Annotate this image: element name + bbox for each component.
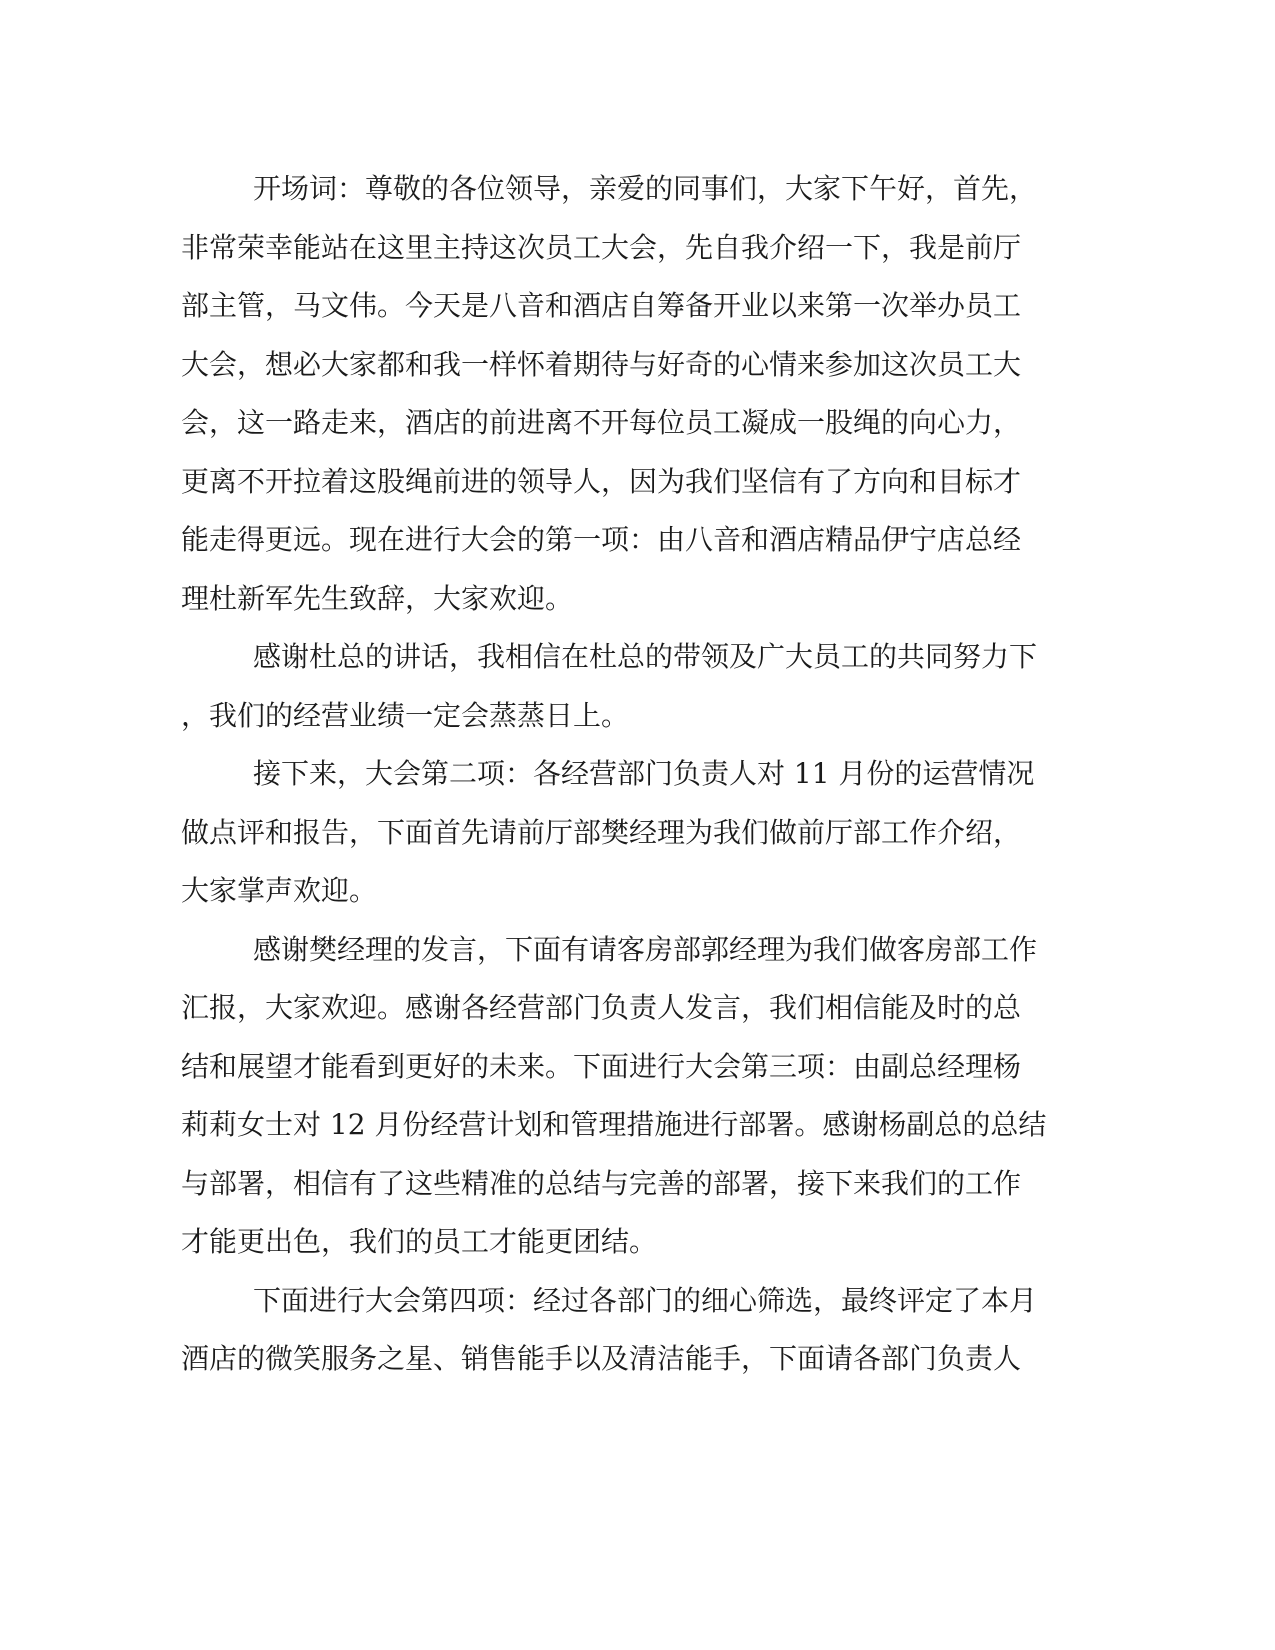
text-line: 下面进行大会第四项：经过各部门的细心筛选，最终评定了本月: [253, 1283, 1038, 1317]
text-line: 感谢杜总的讲话，我相信在杜总的带领及广大员工的共同努力下: [253, 640, 1038, 673]
text-line: 感谢樊经理的发言，下面有请客房部郭经理为我们做客房部工作: [253, 932, 1038, 966]
text-line: 非常荣幸能站在这里主持这次员工大会，先自我介绍一下，我是前厅: [181, 230, 1022, 264]
text-line: 接下来，大会第二项：各经营部门负责人对 11 月份的运营情况: [253, 757, 1035, 790]
text-line: 开场词：尊敬的各位领导，亲爱的同事们，大家下午好，首先，: [253, 172, 1038, 205]
text-line: 会，这一路走来，酒店的前进离不开每位员工凝成一股绳的向心力，: [181, 406, 1022, 439]
text-line: 结和展望才能看到更好的未来。下面进行大会第三项：由副总经理杨: [181, 1049, 1022, 1083]
text-line: 莉莉女士对 12 月份经营计划和管理措施进行部署。感谢杨副总的总结: [181, 1108, 1047, 1141]
text-line: ，我们的经营业绩一定会蒸蒸日上。: [181, 698, 630, 732]
text-line: 与部署，相信有了这些精准的总结与完善的部署，接下来我们的工作: [181, 1166, 1022, 1200]
text-line: 才能更出色，我们的员工才能更团结。: [181, 1225, 658, 1258]
text-line: 汇报，大家欢迎。感谢各经营部门负责人发言，我们相信能及时的总: [181, 991, 1022, 1024]
text-line: 酒店的微笑服务之星、销售能手以及清洁能手，下面请各部门负责人: [181, 1342, 1022, 1375]
text-line: 大会，想必大家都和我一样怀着期待与好奇的心情来参加这次员工大: [181, 347, 1022, 381]
text-line: 大家掌声欢迎。: [181, 874, 378, 907]
text-line: 更离不开拉着这股绳前进的领导人，因为我们坚信有了方向和目标才: [181, 464, 1022, 498]
text-line: 做点评和报告，下面首先请前厅部樊经理为我们做前厅部工作介绍，: [181, 815, 1022, 849]
text-line: 理杜新军先生致辞，大家欢迎。: [181, 581, 574, 615]
document-body: [181, 160, 1061, 1389]
text-line: 能走得更远。现在进行大会的第一项：由八音和酒店精品伊宁店总经: [181, 523, 1022, 556]
text-line: 部主管，马文伟。今天是八音和酒店自筹备开业以来第一次举办员工: [181, 289, 1022, 322]
